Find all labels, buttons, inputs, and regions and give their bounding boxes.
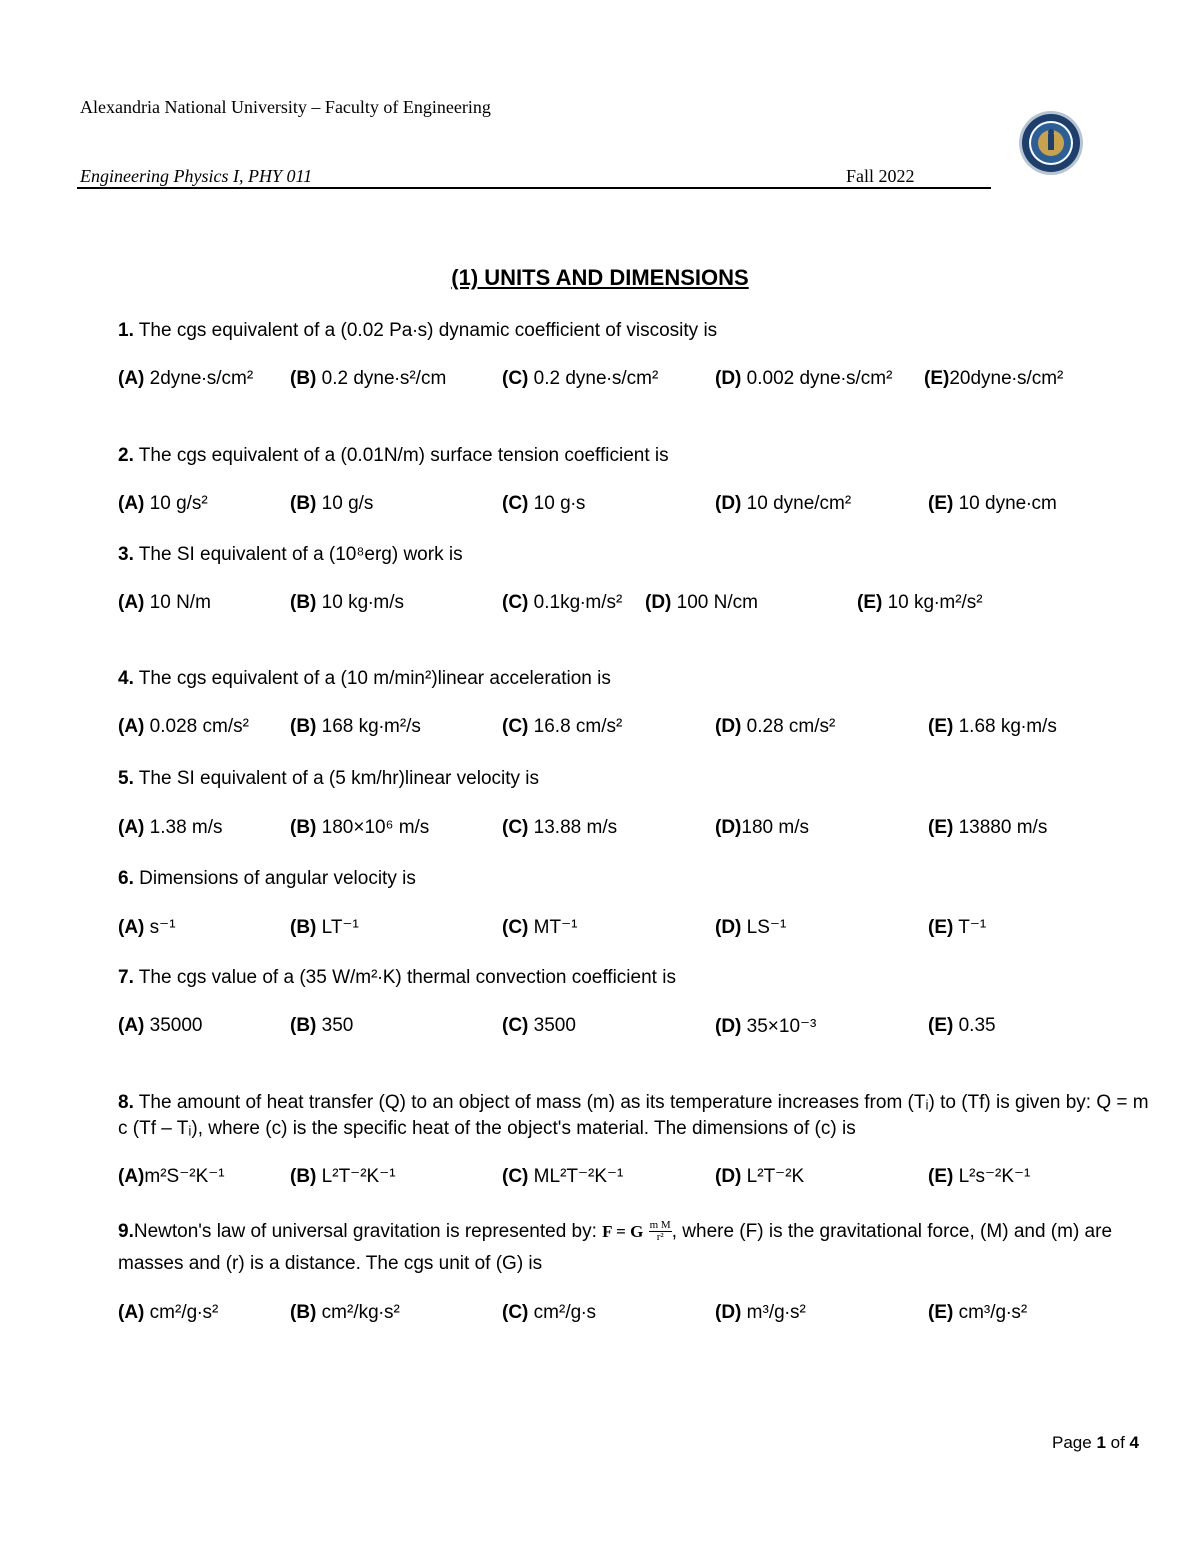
- option-5c[interactable]: (C) 13.88 m/s: [502, 817, 618, 838]
- option-2e[interactable]: (E) 10 dyne∙cm: [928, 493, 1057, 514]
- option-4a[interactable]: (A) 0.028 cm/s²: [118, 716, 249, 737]
- option-3b[interactable]: (B) 10 kg∙m/s: [290, 592, 405, 613]
- option-1d[interactable]: (D) 0.002 dyne∙s/cm²: [715, 368, 893, 389]
- option-2b[interactable]: (B) 10 g/s: [290, 493, 374, 514]
- university-header: Alexandria National University – Faculty of Engineering: [80, 97, 491, 117]
- option-9c[interactable]: (C) cm²/g∙s: [502, 1302, 596, 1323]
- option-6d[interactable]: (D) LS⁻¹: [715, 917, 787, 938]
- option-5e[interactable]: (E) 13880 m/s: [928, 817, 1048, 838]
- options-9: [118, 1302, 1118, 1328]
- option-8b[interactable]: (B) L²T⁻²K⁻¹: [290, 1166, 396, 1187]
- option-2a[interactable]: (A) 10 g/s²: [118, 493, 208, 514]
- option-8d[interactable]: (D) L²T⁻²K: [715, 1166, 805, 1187]
- question-5: 5. The SI equivalent of a (5 km/hr)linear velocity is: [118, 768, 540, 789]
- page-number: Page 1 of 4: [1052, 1433, 1139, 1452]
- option-7d[interactable]: (D) 35×10⁻³: [715, 1016, 817, 1037]
- option-1a[interactable]: (A) 2dyne∙s/cm²: [118, 368, 254, 389]
- option-4c[interactable]: (C) 16.8 cm/s²: [502, 716, 623, 737]
- option-3c[interactable]: (C) 0.1kg∙m/s²: [502, 592, 623, 613]
- section-title: (1) UNITS AND DIMENSIONS: [451, 265, 749, 290]
- option-2c[interactable]: (C) 10 g∙s: [502, 493, 586, 514]
- university-logo-icon: [1018, 110, 1084, 176]
- options-1: [118, 368, 1118, 394]
- option-2d[interactable]: (D) 10 dyne/cm²: [715, 493, 852, 514]
- question-8: 8. The amount of heat transfer (Q) to an object of mass (m) as its temperature increases from (Tᵢ) to (Tf) is given by: Q = m c (Tf – Tᵢ), where (c) is the specific heat of the object's material. The dimensions of (c) is: [118, 1092, 1149, 1139]
- options-7: [118, 1015, 1118, 1041]
- option-8c[interactable]: (C) ML²T⁻²K⁻¹: [502, 1166, 624, 1187]
- option-1b[interactable]: (B) 0.2 dyne∙s²/cm: [290, 368, 447, 389]
- question-9: 9.Newton's law of universal gravitation is represented by: F = G $\frac{\text{m M}}{\text{r²}}$ , where (F) is the gravitational force, (M) and (m) are masses and (r) is a distance. The cgs unit of (G) is: [118, 1219, 1113, 1274]
- option-9e[interactable]: (E) cm³/g∙s²: [928, 1302, 1028, 1323]
- question-7: 7. The cgs value of a (35 W/m²∙K) thermal convection coefficient is: [118, 967, 676, 988]
- option-7b[interactable]: (B) 350: [290, 1015, 354, 1036]
- option-8a[interactable]: (A)m²S⁻²K⁻¹: [118, 1166, 225, 1187]
- option-9b[interactable]: (B) cm²/kg∙s²: [290, 1302, 400, 1323]
- options-5: [118, 817, 1118, 843]
- option-8e[interactable]: (E) L²s⁻²K⁻¹: [928, 1166, 1031, 1187]
- option-5b[interactable]: (B) 180×10⁶ m/s: [290, 817, 430, 838]
- question-1: 1. The cgs equivalent of a (0.02 Pa∙s) dynamic coefficient of viscosity is: [118, 320, 718, 341]
- option-1e[interactable]: (E)20dyne∙s/cm²: [924, 368, 1064, 389]
- term-label: Fall 2022: [846, 166, 915, 186]
- option-9d[interactable]: (D) m³/g∙s²: [715, 1302, 806, 1323]
- option-1c[interactable]: (C) 0.2 dyne∙s/cm²: [502, 368, 659, 389]
- option-7e[interactable]: (E) 0.35: [928, 1015, 996, 1036]
- gravity-fraction: $\frac{\text{m M}}{\text{r²}}$: [649, 1219, 671, 1244]
- options-8: [118, 1165, 1118, 1191]
- formula-lhs: F = G: [602, 1222, 644, 1241]
- options-3: [118, 592, 1118, 618]
- header-rule: [77, 187, 991, 189]
- option-7a[interactable]: (A) 35000: [118, 1015, 203, 1036]
- options-2: [118, 493, 1118, 519]
- option-7c[interactable]: (C) 3500: [502, 1015, 576, 1036]
- option-6c[interactable]: (C) MT⁻¹: [502, 917, 578, 938]
- options-6: [118, 916, 1118, 942]
- option-5d[interactable]: (D)180 m/s: [715, 817, 809, 838]
- option-4d[interactable]: (D) 0.28 cm/s²: [715, 716, 836, 737]
- question-3: 3. The SI equivalent of a (10⁸erg) work is: [118, 544, 463, 565]
- option-3a[interactable]: (A) 10 N/m: [118, 592, 211, 613]
- option-5a[interactable]: (A) 1.38 m/s: [118, 817, 223, 838]
- option-9a[interactable]: (A) cm²/g∙s²: [118, 1302, 219, 1323]
- option-4b[interactable]: (B) 168 kg∙m²/s: [290, 716, 421, 737]
- option-4e[interactable]: (E) 1.68 kg∙m/s: [928, 716, 1057, 737]
- option-6a[interactable]: (A) s⁻¹: [118, 917, 176, 938]
- options-4: [118, 716, 1118, 742]
- question-6: 6. Dimensions of angular velocity is: [118, 868, 416, 889]
- option-6b[interactable]: (B) LT⁻¹: [290, 917, 359, 938]
- question-4: 4. The cgs equivalent of a (10 m/min²)linear acceleration is: [118, 668, 611, 689]
- option-3d[interactable]: (D) 100 N/cm: [645, 592, 758, 613]
- option-3e[interactable]: (E) 10 kg∙m²/s²: [857, 592, 983, 613]
- question-2: 2. The cgs equivalent of a (0.01N/m) surface tension coefficient is: [118, 445, 669, 466]
- course-name: Engineering Physics I, PHY 011: [80, 166, 313, 186]
- option-6e[interactable]: (E) T⁻¹: [928, 917, 987, 938]
